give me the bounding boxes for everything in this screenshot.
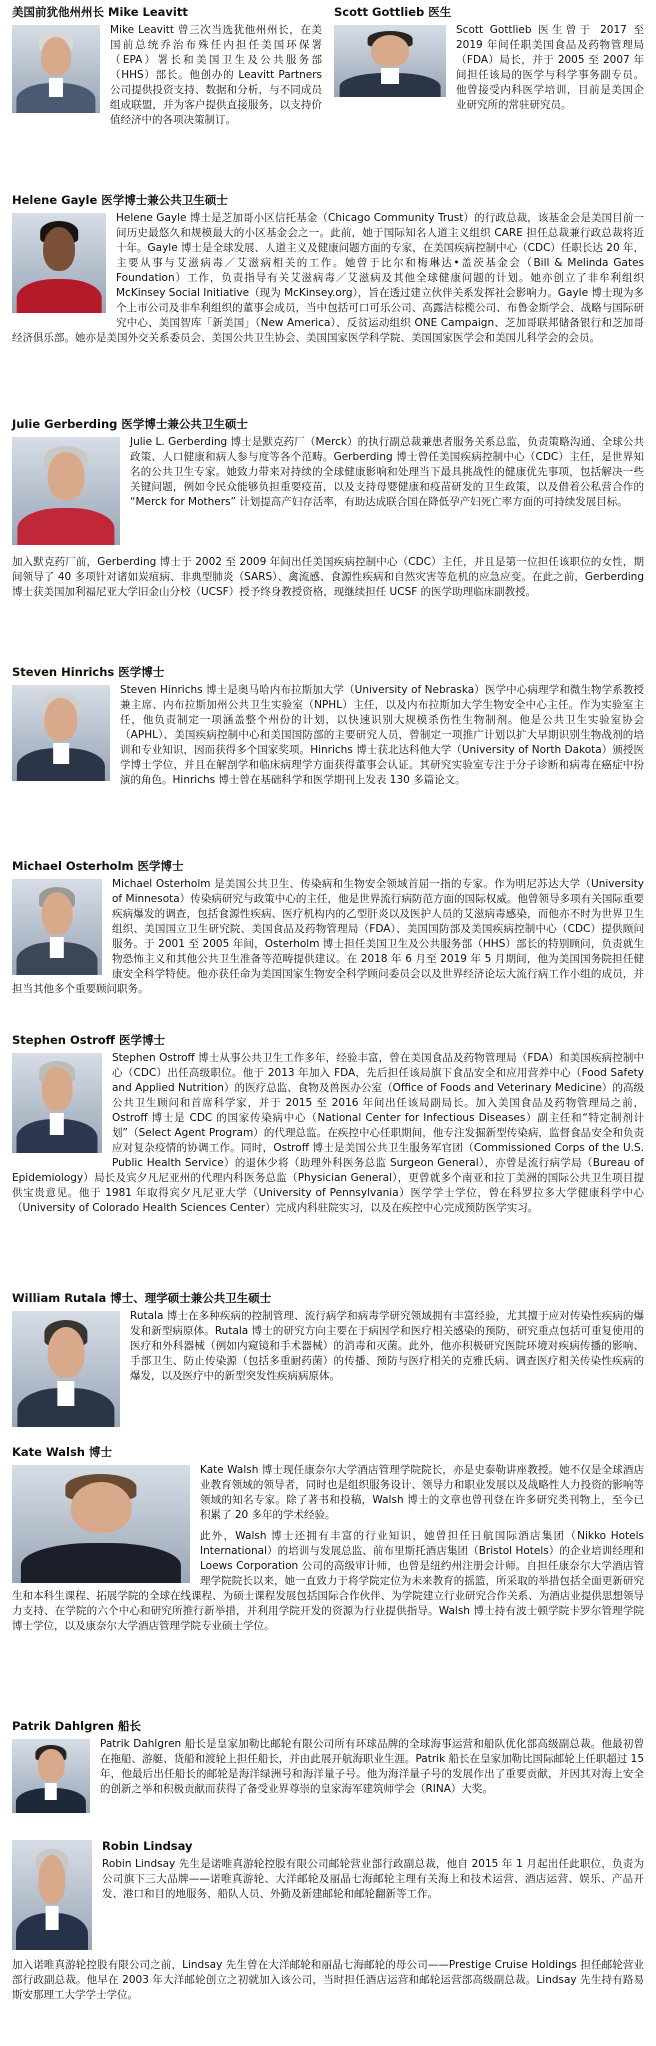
bio-text: 加入诺唯真游轮控股有限公司之前，Lindsay 先生曾在大洋邮轮和丽晶七海邮轮的母公司——Prestige Cruise Holdings 担任邮轮营业部行政副总裁。他早在 2003 年大洋邮轮创立之初就加入该公司，当时担任酒店运营和邮轮运营部高级副总裁。Lindsay 先生持有路易斯安那理工大学学士学位。 [12, 1959, 644, 2001]
bio-walsh [12, 1444, 644, 1634]
bio-name: Stephen Ostroff 医学博士 [12, 1033, 165, 1047]
bio-name: Julie Gerberding 医学博士兼公共卫生硕士 [12, 417, 248, 431]
portrait-gottlieb [334, 25, 446, 97]
bio-hinrichs [12, 664, 644, 788]
portrait-walsh [12, 1465, 190, 1583]
bio-rutala [12, 1290, 644, 1431]
bio-text: Patrik Dahlgren 船长是皇家加勒比邮轮有限公司所有环球品牌的全球海事运营和船队优化部高级副总裁。他最初曾在拖船、游艇、货船和渡轮上担任船长，并由此展开航海职业生涯。Patrik 船长在皇家加勒比国际邮轮上任职超过 15 年，他最后出任船长的邮轮是海洋绿洲号和海洋量子号。他为海洋量子号的发展作出了重要贡献，并因其对海上安全的创新之举和积极贡献而获得了备受业界尊崇的皇家海军建筑师学会（RINA）大奖。 [100, 1738, 644, 1795]
bio-osterholm [12, 858, 644, 997]
bio-text: Michael Osterholm 是美国公共卫生、传染病和生物安全领域首屈一指的专家。作为明尼苏达大学（University of Minnesota）传染病研究与政策中心的主任，他是世界流行病防范方面的国际权威。他曾领导多项有关国际重要疾病爆发的调查，包括食源性疾病、医疗机构内的乙型肝炎以及医护人员的艾滋病毒感染，而他亦不时为世界卫生组织、美国国立卫生研究院、美国食品及药物管理局（FDA）、美国国防部及美国疾病控制中心（CDC）提供顾问服务。于 2001 至 2005 年间，Osterholm 博士担任美国卫生及公共服务部（HHS）部长的特别顾问，负责就生物恐怖主义和其他公共卫生准备等范畴提供建议。在 2018 年 6 月至 2019 年 5 月期间，他为美国国务院担任健康安全科学特使。他亦获任命为美国国家生物安全科学顾问委员会以及世界经济论坛大流行病工作小组的成员，并担当其他多个重要顾问职务。 [12, 878, 644, 995]
bio-text: Scott Gottlieb 医生曾于 2017 至 2019 年间任职美国食品及药物管理局（FDA）局长，并于 2005 至 2007 年间担任该局的医学与科学事务副专员。他曾接受内科医学培训，目前是美国企业研究所的常驻研究员。 [456, 24, 644, 111]
bio-name: Michael Osterholm 医学博士 [12, 859, 184, 873]
bio-lindsay [12, 1838, 644, 2003]
bio-gayle [12, 192, 644, 346]
bio-text: Steven Hinrichs 博士是奥马哈内布拉斯加大学（University of Nebraska）医学中心病理学和微生物学系教授兼主席、内布拉斯加州公共卫生实验室（NPHL）主任，以及内布拉斯加大学生物安全中心主任。作为实验室主任，他负责制定一项涵盖整个州份的计划，以快速识别大规模杀伤性生物制剂。他是公共卫生实验室协会（APHL）、美国疾病控制中心和美国国防部的主要研究人员，曾制定一项推广计划以扩大早期识别生物战剂的培训和专业知识，因而获得多个国家奖项。Hinrichs 博士获北达科他大学（University of North Dakota）颁授医学博士学位，并且在解剖学和临床病理学方面获得董事会认证。其研究实验室专注于分子诊断和病毒在癌症中扮演的角色。Hinrichs 博士曾在基础科学和医学期刊上发表 130 多篇论文。 [120, 684, 644, 786]
portrait-leavitt [12, 25, 100, 113]
portrait-hinrichs [12, 685, 110, 781]
bio-ostroff [12, 1032, 644, 1216]
portrait-rutala [12, 1311, 120, 1427]
bio-name: Steven Hinrichs 医学博士 [12, 665, 165, 679]
bio-name: Helene Gayle 医学博士兼公共卫生硕士 [12, 193, 228, 207]
bio-text: Kate Walsh 博士现任康奈尔大学酒店管理学院院长，亦是史泰勒讲座教授。她不仅是全球酒店业教育领域的领导者，同时也是组织服务设计、领导力和职业发展以及战略性人力投资的影响等领域的知名专家。除了著书和投稿，Walsh 博士的文章也曾刊登在许多研究类刊物上，至今已积累了 20 多年的学术经验。 [200, 1464, 644, 1521]
bio-name: 美国前犹他州州长 Mike Leavitt [12, 5, 188, 19]
bio-name: Patrik Dahlgren 船长 [12, 1719, 141, 1733]
portrait-ostroff [12, 1053, 102, 1153]
bio-leavitt [12, 4, 322, 128]
bio-name: Robin Lindsay [102, 1839, 193, 1853]
bio-name: Scott Gottlieb 医生 [334, 5, 452, 19]
bio-text: Mike Leavitt 曾三次当选犹他州州长，在美国前总统乔治布殊任内担任美国环保署（EPA）署长和美国卫生及公共服务部（HHS）部长。他创办的 Leavitt Partners 公司提供投资支持、数据和分析，与不同成员组成联盟，并为客户提供直接服务，以支持价值经济中的各项决策制订。 [110, 24, 322, 126]
bio-dahlgren [12, 1718, 644, 1817]
portrait-osterholm [12, 879, 102, 975]
bio-text: 此外，Walsh 博士还拥有丰富的行业知识，她曾担任日航国际酒店集团（Nikko Hotels International）的培训与发展总监、前布里斯托酒店集团（Bristol Hotels）的企业培训经理和 Loews Corporation 公司的高级审计师，也曾是纽约州注册会计师。自担任康奈尔大学酒店管理学院院长以来，她一直致力于将学院定位为未来教育的摇篮，所采取的举措包括全面更新研究生和本科生课程、拓展学院的全球在线课程、为硕士课程发展包括国际合作伙伴、为学院建立行业研究合作关系、为酒店业提供思想领导力支持、在学院的六个中心和研究所推行新举措，并利用学院开发的资源为行业提供指导。Walsh 博士持有波士顿学院卡罗尔管理学院博士学位，以及康奈尔大学酒店管理学院专业硕士学位。 [12, 1530, 644, 1632]
portrait-dahlgren [12, 1739, 90, 1813]
bio-text: 加入默克药厂前，Gerberding 博士于 2002 至 2009 年间出任美国疾病控制中心（CDC）主任，并且是第一位担任该职位的女性，期间领导了 40 多项针对诸如炭疽病、非典型肺炎（SARS）、禽流感、食源性疾病和自然灾害等危机的应急应变。在此之前，Gerberding 博士获美国加利福尼亚大学旧金山分校（UCSF）授予终身教授资格，现继续担任 UCSF 的医学助理临床副教授。 [12, 556, 644, 598]
bio-text: Robin Lindsay 先生是诺唯真游轮控股有限公司邮轮营业部行政副总裁，他自 2015 年 1 月起出任此职位，负责为公司旗下三大品牌——诺唯真游轮、大洋邮轮及丽晶七海邮轮主理有关海上和技术运营、酒店运营、娱乐、产品开发、港口和目的地服务、船队人员、外勤及新建邮轮和邮轮翻新等工作。 [102, 1858, 644, 1900]
bio-gerberding [12, 416, 644, 600]
bio-name: William Rutala 博士、理学硕士兼公共卫生硕士 [12, 1291, 272, 1305]
portrait-lindsay [12, 1840, 92, 1950]
bio-name: Kate Walsh 博士 [12, 1445, 112, 1459]
bio-text: Stephen Ostroff 博士从事公共卫生工作多年，经验丰富，曾在美国食品及药物管理局（FDA）和美国疾病控制中心（CDC）出任高级职位。他于 2013 年加入 FDA，先后担任该局旗下食品安全和应用营养中心（Food Safety and Applied Nutrition）的医疗总监、食物及兽医办公室（Office of Foods and Veterinary Medicine）的高级公共卫生顾问和首席科学家，并于 2015 至 2016 年间出任该局副局长。加入美国食品及药物管理局之前，Ostroff 博士是 CDC 的国家传染病中心（National Center for Infectious Diseases）副主任和“特定制剂计划”（Select Agent Program）的代理总监。在疾控中心任职期间，他专注发掘新型传染病，监督食品安全和负责应对复杂疫情的协调工作。同时，Ostroff 博士是美国公共卫生服务军官团（Commissioned Corps of the U.S. Public Health Service）的退休少将（助理外科医务总监 Surgeon General），亦曾是流行病学局（Bureau of Epidemiology）局长及宾夕凡尼亚州的代理内科医务总监（Physician General），更曾就多个南亚和拉丁美洲的国际公共卫生项目提供宝贵意见。他于 1981 年取得宾夕凡尼亚大学（University of Pennsylvania）医学学士学位，曾在科罗拉多大学健康科学中心（University of Colorado Health Sciences Center）完成内科驻院实习，以及在疾控中心完成预防医学实习。 [12, 1052, 644, 1214]
bio-text: Julie L. Gerberding 博士是默克药厂（Merck）的执行副总裁兼患者服务关系总监，负责策略沟通、全球公共政策、人口健康和病人参与度等各个范畴。Gerberding 博士曾任美国疾病控制中心（CDC）主任，是世界知名的公共卫生专家。她致力带来对持续的全球健康影响和处理当下最具挑战性的健康优先事项，包括解决一些关键问题，例如令民众能够负担重要疫苗，以及支持母婴健康和疫苗研发的卫生政策，以及借着公私营合作的 “Merck for Mothers” 计划提高产妇存活率，有助达成联合国在降低孕产妇死亡率方面的可持续发展目标。 [130, 436, 644, 508]
bio-text: Rutala 博士在多种疾病的控制管理、流行病学和病毒学研究领域拥有丰富经验，尤其擅于应对传染性疾病的爆发和新型病原体。Rutala 博士的研究方向主要在于病因学和医疗相关感染的预防，研究重点包括可重复使用的医疗和外科器械（例如内窥镜和手术器械）的消毒和灭菌。此外，他亦积极研究医院环境对疾病传播的影响、手部卫生、防止传染源（包括多重耐药菌）的传播、预防与医疗相关的克雅氏病、调查医疗相关传染性疾病的爆发，以及医疗中的新型突发性疾病病原体。 [130, 1310, 644, 1382]
bio-gottlieb [334, 4, 644, 113]
portrait-gerberding [12, 437, 120, 545]
bio-text: Helene Gayle 博士是芝加哥小区信托基金（Chicago Community Trust）的行政总裁，该基金会是美国目前一间历史最悠久和规模最大的小区基金会之一。此前，她于国际知名人道主义组织 CARE 担任总裁兼行政总裁将近十年。Gayle 博士是全球发展、人道主义及健康问题方面的专家，在美国疾病控制中心（CDC）任职长达 20 年，主要从事与艾滋病毒／艾滋病相关的工作。她曾于比尔和梅琳达•盖茨基金会（Bill & Melinda Gates Foundation）工作，负责指导有关艾滋病毒／艾滋病及其他全球健康问题的计划。她亦创立了非牟利组织 McKinsey Social Initiative（现为 McKinsey.org），旨在透过建立伙伴关系发挥社会影响力。Gayle 博士现为多个上市公司及非牟利组织的董事会成员，当中包括可口可乐公司、高露洁棕榄公司、布鲁金斯学会、战略与国际研究中心、美国智库「新美国」（New America）、反贫运动组织 ONE Campaign、芝加哥联邦储备银行和芝加哥经济俱乐部。她亦是美国外交关系委员会、美国公共卫生协会、美国国家医学科学院、美国国家医学会和美国儿科学会的会员。 [12, 212, 644, 344]
portrait-gayle [12, 213, 106, 313]
